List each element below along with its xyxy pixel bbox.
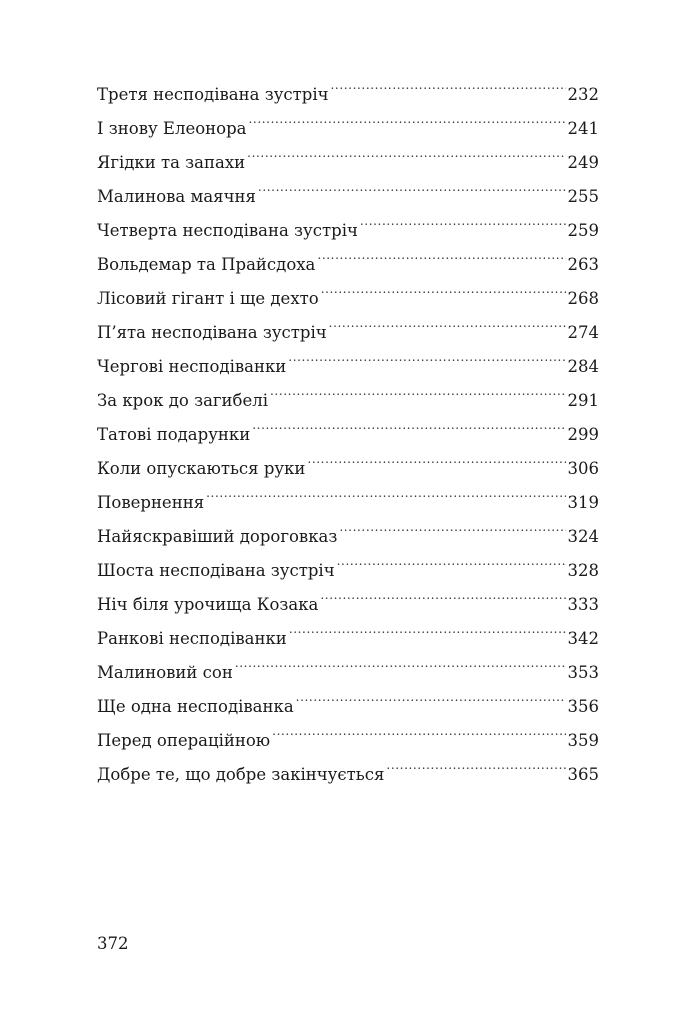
dot-leader [258,168,566,202]
toc-entry-title: Ще одна несподіванка [97,697,294,716]
dot-leader [270,372,565,406]
toc-entry-page: 353 [567,663,599,682]
toc-entry-title: Малинова маячня [97,187,256,206]
toc-entry-title: П’ята несподівана зустріч [97,323,327,342]
toc-entry-page: 255 [567,187,599,206]
dot-leader [317,236,565,270]
toc-entry-title: За крок до загибелі [97,391,269,410]
table-of-contents [97,66,599,784]
toc-entry-title: Малиновий сон [97,663,233,682]
dot-leader [386,746,565,780]
dot-leader [321,270,566,304]
toc-entry-title: Добре те, що добре закінчується [97,765,385,784]
toc-entry-title: Третя несподівана зустріч [97,85,329,104]
toc-entry-page: 232 [567,85,599,104]
toc-entry-title: Шоста несподівана зустріч [97,561,335,580]
toc-entry-page: 268 [567,289,599,308]
toc-entry-title: Коли опускаються руки [97,459,306,478]
dot-leader [206,474,565,508]
toc-entry-title: Татові подарунки [97,425,251,444]
dot-leader [320,576,565,610]
page-number: 372 [97,934,129,953]
toc-entry-title: Чергові несподіванки [97,357,287,376]
toc-entry [97,66,599,104]
toc-entry-title: Повернення [97,493,205,512]
dot-leader [288,338,565,372]
dot-leader [249,100,566,134]
toc-entry-title: І знову Елеонора [97,119,247,138]
toc-entry-title: Четверта несподівана зустріч [97,221,358,240]
toc-entry-page: 284 [567,357,599,376]
dot-leader [289,610,566,644]
toc-entry-page: 241 [567,119,599,138]
toc-entry-page: 319 [567,493,599,512]
toc-entry-page: 306 [567,459,599,478]
toc-entry-page: 324 [567,527,599,546]
toc-entry-page: 259 [567,221,599,240]
toc-entry-page: 291 [567,391,599,410]
dot-leader [252,406,565,440]
toc-entry-title: Перед операційною [97,731,271,750]
dot-leader [247,134,565,168]
toc-entry-page: 333 [567,595,599,614]
toc-entry-page: 356 [567,697,599,716]
toc-entry-title: Ранкові несподіванки [97,629,287,648]
dot-leader [296,678,566,712]
dot-leader [307,440,565,474]
toc-entry-title: Найяскравіший дороговказ [97,527,338,546]
toc-entry-page: 328 [567,561,599,580]
toc-entry-title: Вольдемар та Прайсдоха [97,255,316,274]
dot-leader [360,202,566,236]
toc-entry-page: 365 [567,765,599,784]
dot-leader [339,508,565,542]
toc-entry-page: 274 [567,323,599,342]
dot-leader [337,542,566,576]
toc-entry-title: Ягідки та запахи [97,153,246,172]
toc-entry-page: 263 [567,255,599,274]
dot-leader [272,712,565,746]
toc-entry-page: 249 [567,153,599,172]
dot-leader [235,644,566,678]
toc-entry-page: 359 [567,731,599,750]
toc-entry-page: 299 [567,425,599,444]
toc-entry-title: Лісовий гігант і ще дехто [97,289,319,308]
toc-entry-page: 342 [567,629,599,648]
toc-entry-title: Ніч біля урочища Козака [97,595,319,614]
dot-leader [331,66,566,100]
dot-leader [329,304,566,338]
